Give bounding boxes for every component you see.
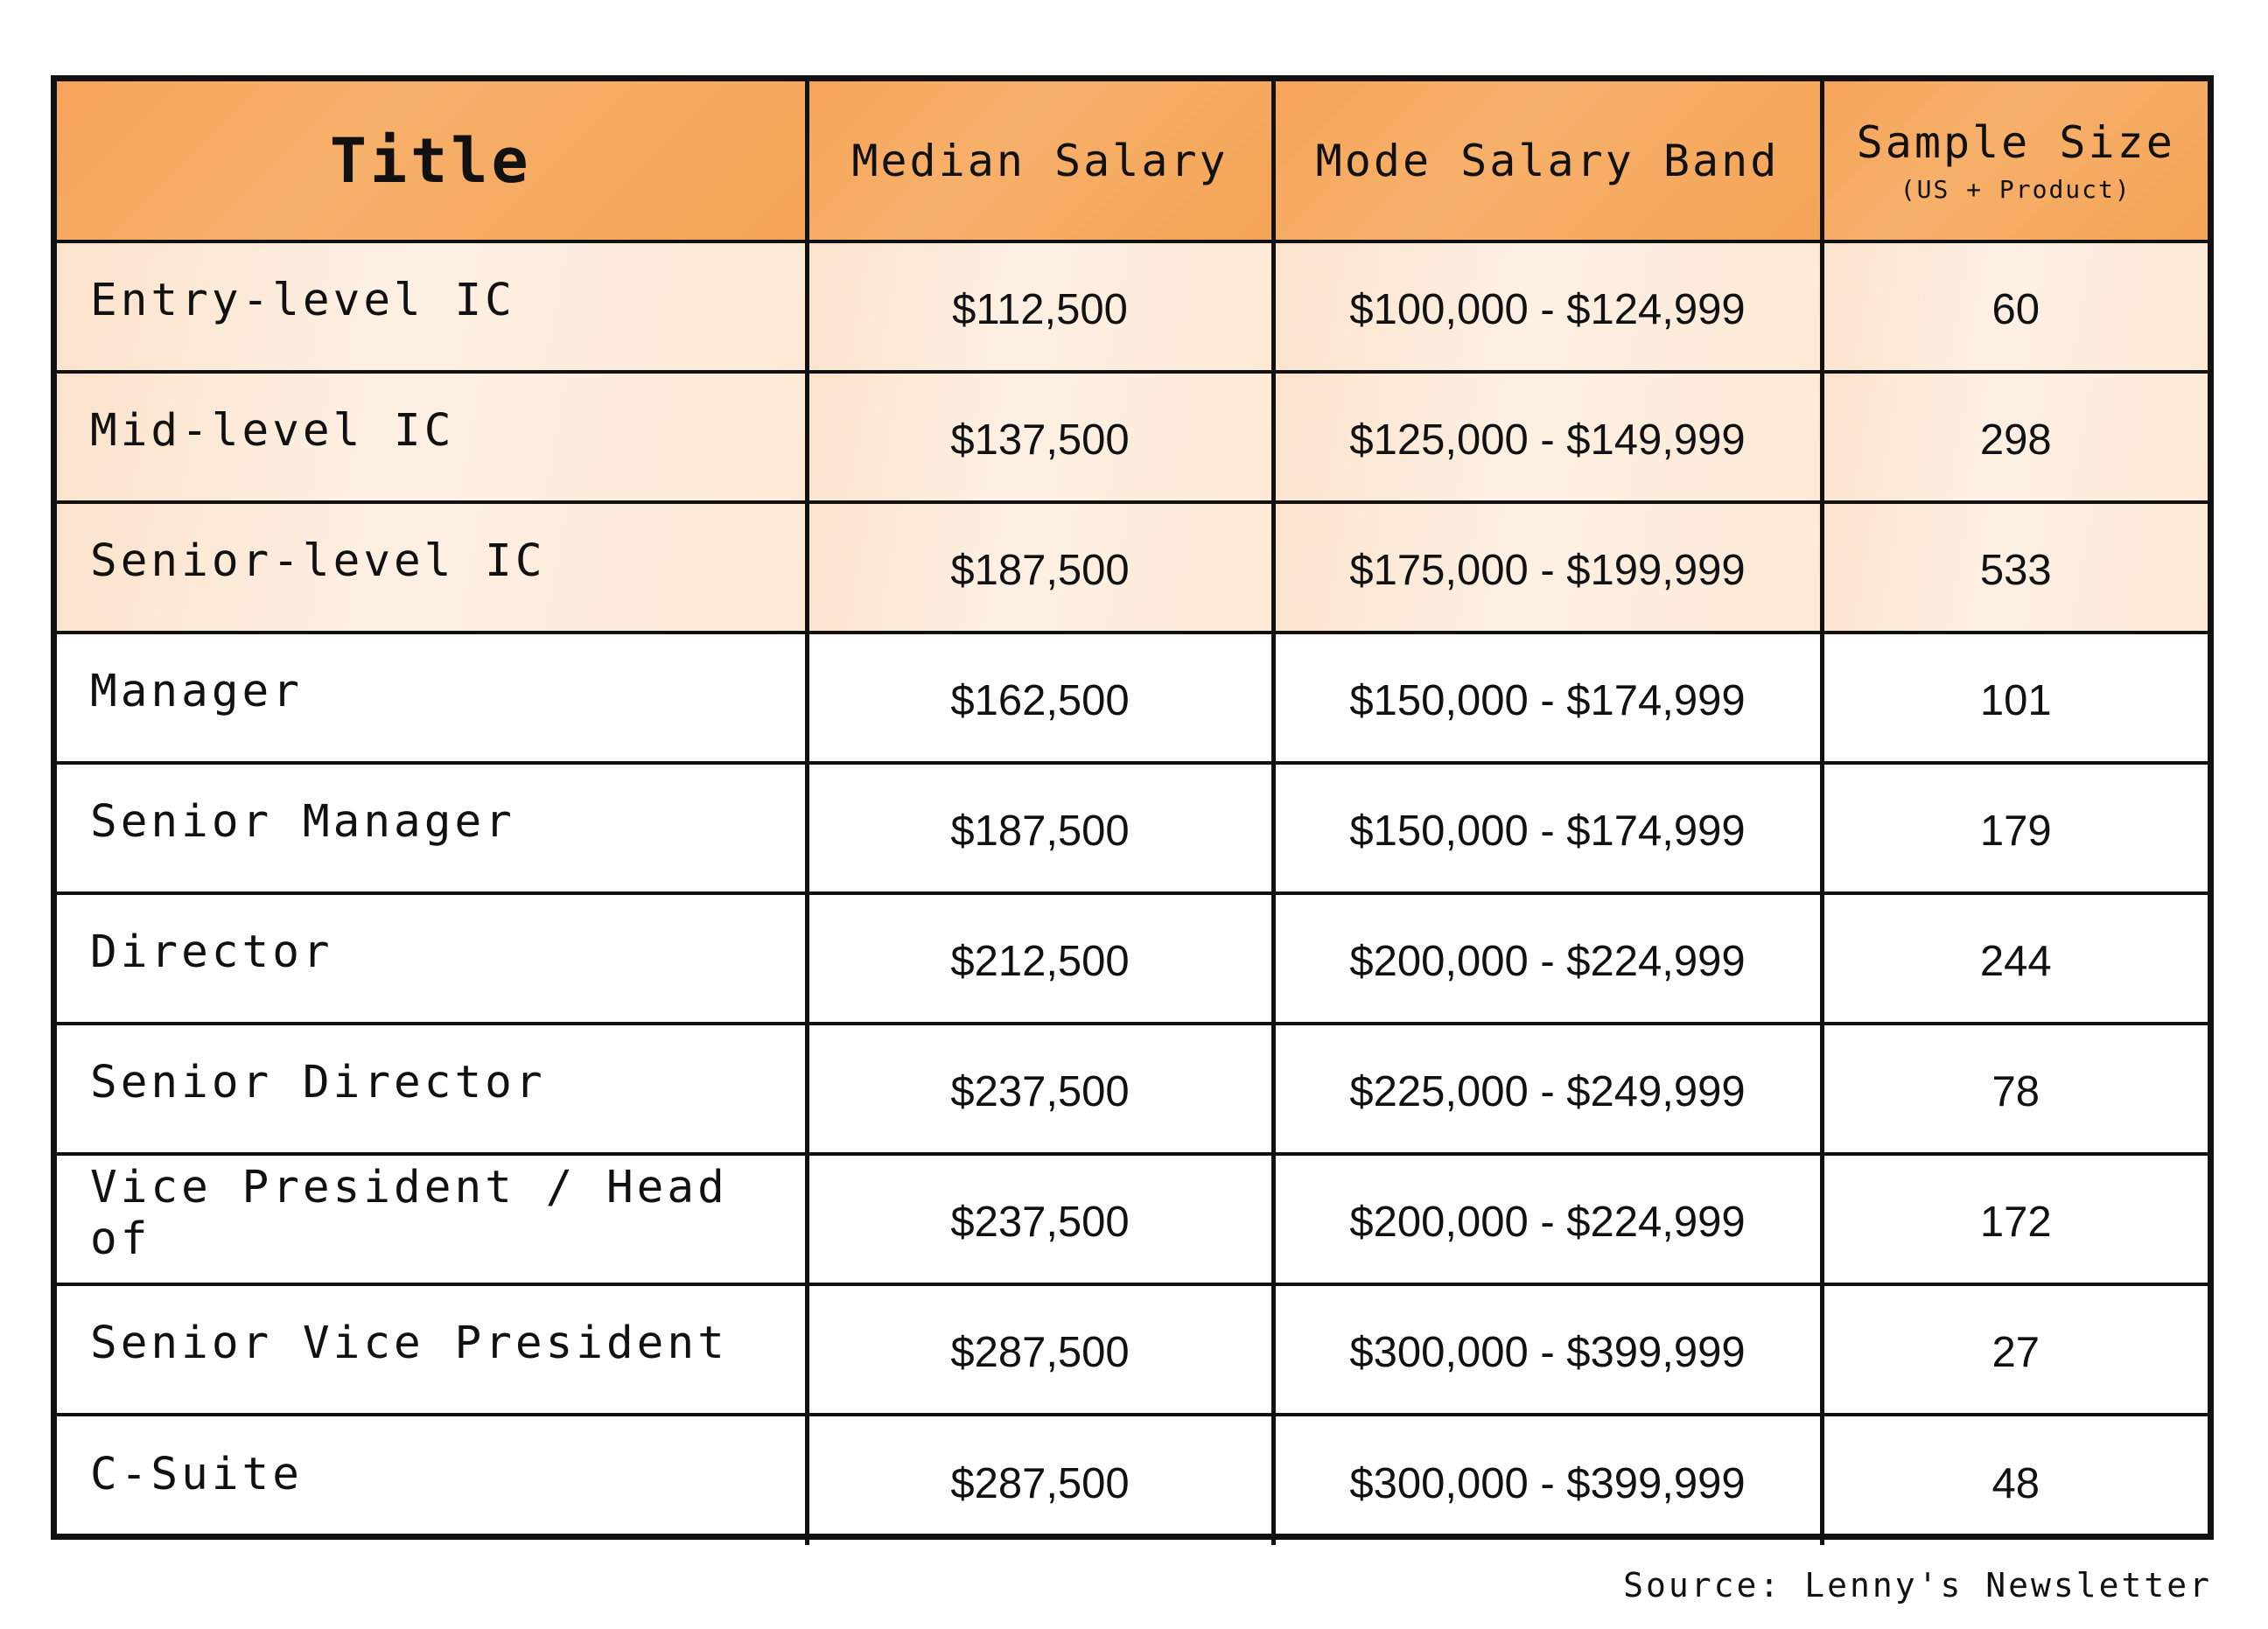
column-header-median-salary-label: Median Salary — [851, 135, 1228, 186]
column-header-title-label: Title — [329, 124, 532, 197]
salary-table-frame — [51, 75, 2214, 1540]
mode-salary-band-cell: $200,000 - $224,999 — [1273, 893, 1822, 1024]
column-header-median-salary — [807, 81, 1273, 241]
median-salary-cell: $287,500 — [807, 1284, 1273, 1415]
sample-size-cell: 179 — [1822, 763, 2208, 893]
sample-size-cell: 101 — [1822, 633, 2208, 763]
title-cell: Senior Vice President — [57, 1284, 807, 1415]
column-header-mode-salary-band-label: Mode Salary Band — [1315, 135, 1780, 186]
mode-salary-band-cell: $225,000 - $249,999 — [1273, 1024, 1822, 1154]
mode-salary-band-cell: $150,000 - $174,999 — [1273, 763, 1822, 893]
table-row — [57, 1284, 2208, 1415]
table-row — [57, 1024, 2208, 1154]
median-salary-cell: $112,500 — [807, 241, 1273, 372]
column-header-sample-size — [1822, 81, 2208, 241]
median-salary-cell: $187,500 — [807, 763, 1273, 893]
table-row — [57, 372, 2208, 502]
table-header-row — [57, 81, 2208, 241]
table-row — [57, 893, 2208, 1024]
sample-size-cell: 27 — [1822, 1284, 2208, 1415]
median-salary-cell: $237,500 — [807, 1024, 1273, 1154]
column-header-sample-size-note: (US + Product) — [1900, 175, 2132, 204]
sample-size-cell: 78 — [1822, 1024, 2208, 1154]
source-caption: Source: Lenny's Newsletter — [1623, 1566, 2212, 1605]
sample-size-cell: 244 — [1822, 893, 2208, 1024]
mode-salary-band-cell: $150,000 - $174,999 — [1273, 633, 1822, 763]
title-cell: Director — [57, 893, 807, 1024]
table-row — [57, 1154, 2208, 1284]
sample-size-cell: 533 — [1822, 502, 2208, 633]
table-row — [57, 633, 2208, 763]
mode-salary-band-cell: $300,000 - $399,999 — [1273, 1284, 1822, 1415]
sample-size-cell: 298 — [1822, 372, 2208, 502]
table-row — [57, 502, 2208, 633]
salary-table — [57, 81, 2208, 1545]
title-cell: Senior Director — [57, 1024, 807, 1154]
median-salary-cell: $187,500 — [807, 502, 1273, 633]
title-cell: Vice President / Head of — [57, 1154, 807, 1284]
title-cell: Entry-level IC — [57, 241, 807, 372]
median-salary-cell: $237,500 — [807, 1154, 1273, 1284]
mode-salary-band-cell: $125,000 - $149,999 — [1273, 372, 1822, 502]
mode-salary-band-cell: $300,000 - $399,999 — [1273, 1415, 1822, 1545]
table-row — [57, 763, 2208, 893]
sample-size-cell: 60 — [1822, 241, 2208, 372]
median-salary-cell: $137,500 — [807, 372, 1273, 502]
column-header-mode-salary-band — [1273, 81, 1822, 241]
mode-salary-band-cell: $175,000 - $199,999 — [1273, 502, 1822, 633]
title-cell: Senior Manager — [57, 763, 807, 893]
title-cell: Mid-level IC — [57, 372, 807, 502]
median-salary-cell: $162,500 — [807, 633, 1273, 763]
table-row — [57, 1415, 2208, 1545]
sample-size-cell: 48 — [1992, 1459, 2040, 1507]
table-row — [57, 241, 2208, 372]
title-cell: Senior-level IC — [57, 502, 807, 633]
mode-salary-band-cell: $100,000 - $124,999 — [1273, 241, 1822, 372]
mode-salary-band-cell: $200,000 - $224,999 — [1273, 1154, 1822, 1284]
title-cell: C-Suite — [57, 1415, 807, 1545]
title-cell: Manager — [57, 633, 807, 763]
column-header-sample-size-label: Sample Size — [1856, 117, 2175, 168]
column-header-title — [57, 81, 807, 241]
median-salary-cell: $212,500 — [807, 893, 1273, 1024]
median-salary-cell: $287,500 — [807, 1415, 1273, 1545]
sample-size-cell: 172 — [1822, 1154, 2208, 1284]
